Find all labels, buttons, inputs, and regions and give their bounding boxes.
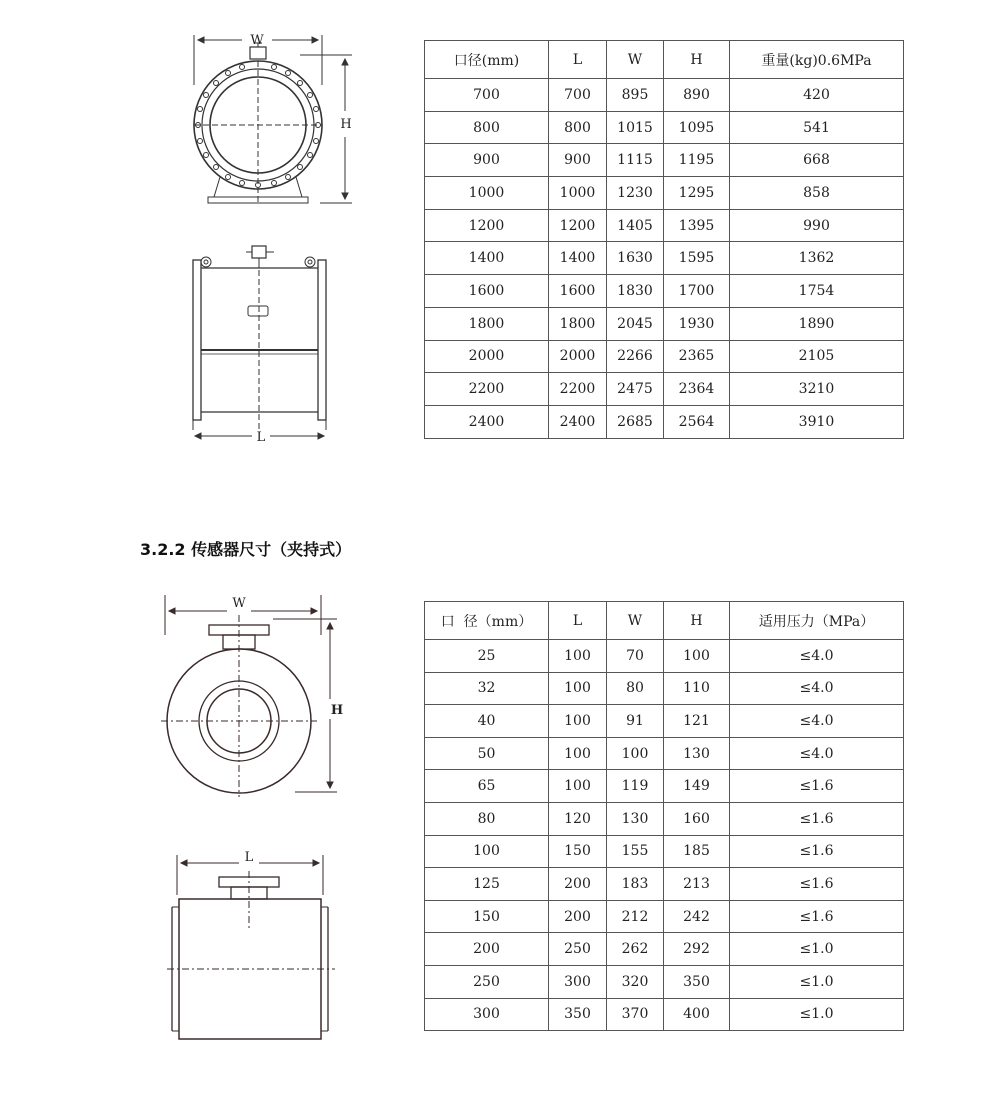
table-cell: 300 [425, 998, 549, 1031]
header-cell: 口径(mm) [425, 41, 549, 79]
table-cell: 1600 [425, 275, 549, 308]
table-cell: 100 [549, 640, 607, 673]
table-row [425, 111, 904, 144]
table-cell: ≤4.0 [730, 640, 904, 673]
table-row [425, 177, 904, 210]
table-cell: 100 [549, 705, 607, 738]
table-cell: ≤1.0 [730, 998, 904, 1031]
header-cell: L [549, 602, 607, 640]
table-cell: 2045 [607, 307, 664, 340]
table-cell: 130 [664, 737, 730, 770]
table-cell: ≤1.0 [730, 965, 904, 998]
table-cell: 420 [730, 79, 904, 112]
table-cell: 212 [607, 900, 664, 933]
table-row [425, 705, 904, 738]
table-cell: 668 [730, 144, 904, 177]
table-row [425, 144, 904, 177]
table-cell: 1115 [607, 144, 664, 177]
table-cell: 370 [607, 998, 664, 1031]
table-cell: 200 [549, 868, 607, 901]
header-cell: H [664, 41, 730, 79]
table-cell: 150 [549, 835, 607, 868]
table-row [425, 275, 904, 308]
table-cell: 50 [425, 737, 549, 770]
table-cell: 1400 [549, 242, 607, 275]
table-row [425, 965, 904, 998]
table-cell: 1830 [607, 275, 664, 308]
table-cell: 1800 [549, 307, 607, 340]
table-row [425, 79, 904, 112]
table-cell: 2400 [425, 405, 549, 438]
table-cell: 3210 [730, 373, 904, 406]
table-cell: 1400 [425, 242, 549, 275]
table-cell: 320 [607, 965, 664, 998]
table-cell: 2000 [425, 340, 549, 373]
table-row [425, 737, 904, 770]
table-cell: 155 [607, 835, 664, 868]
table-cell: 858 [730, 177, 904, 210]
table-cell: 350 [549, 998, 607, 1031]
table-cell: 3910 [730, 405, 904, 438]
table-cell: 40 [425, 705, 549, 738]
table-cell: 80 [607, 672, 664, 705]
table-cell: 200 [425, 933, 549, 966]
table-cell: 2000 [549, 340, 607, 373]
header-cell: W [607, 41, 664, 79]
table-row [425, 640, 904, 673]
width-dimension-label: W [232, 596, 246, 611]
table-cell: ≤1.6 [730, 835, 904, 868]
header-cell: H [664, 602, 730, 640]
flanged-dimension-table [424, 40, 904, 439]
table-cell: 25 [425, 640, 549, 673]
header-cell: L [549, 41, 607, 79]
table-cell: 1230 [607, 177, 664, 210]
table-cell: 700 [425, 79, 549, 112]
table-cell: 1800 [425, 307, 549, 340]
table-cell: 1295 [664, 177, 730, 210]
table-cell: 2200 [425, 373, 549, 406]
table-cell: 1600 [549, 275, 607, 308]
table-cell: 890 [664, 79, 730, 112]
table-cell: 32 [425, 672, 549, 705]
table-cell: 100 [549, 672, 607, 705]
table-cell: 1890 [730, 307, 904, 340]
table-cell: 1015 [607, 111, 664, 144]
table-cell: 1362 [730, 242, 904, 275]
table-cell: 800 [425, 111, 549, 144]
table-cell: 2105 [730, 340, 904, 373]
table-cell: 1405 [607, 209, 664, 242]
table-row [425, 242, 904, 275]
table-cell: 121 [664, 705, 730, 738]
table-cell: 150 [425, 900, 549, 933]
flanged-front-view-drawing [180, 25, 370, 215]
table-cell: 2200 [549, 373, 607, 406]
width-dimension-label: W [250, 33, 264, 48]
table-cell: 149 [664, 770, 730, 803]
table-cell: 1754 [730, 275, 904, 308]
table-cell: 900 [549, 144, 607, 177]
table-cell: 800 [549, 111, 607, 144]
table-row [425, 373, 904, 406]
table-cell: 2400 [549, 405, 607, 438]
table-cell: ≤1.6 [730, 770, 904, 803]
table-cell: 1700 [664, 275, 730, 308]
table-cell: 91 [607, 705, 664, 738]
length-dimension-label: L [244, 850, 254, 865]
table-row [425, 307, 904, 340]
table-row [425, 672, 904, 705]
clamp-side-view-drawing [165, 845, 340, 1045]
table-cell: 400 [664, 998, 730, 1031]
table-cell: 1195 [664, 144, 730, 177]
table-header-row [425, 41, 904, 79]
table-cell: 900 [425, 144, 549, 177]
table-row [425, 405, 904, 438]
header-cell: W [607, 602, 664, 640]
table-row [425, 209, 904, 242]
table-cell: 1595 [664, 242, 730, 275]
table-cell: 213 [664, 868, 730, 901]
table-row [425, 770, 904, 803]
table-cell: 2475 [607, 373, 664, 406]
clamp-front-view-drawing [155, 595, 355, 805]
table-cell: ≤4.0 [730, 672, 904, 705]
table-cell: 895 [607, 79, 664, 112]
height-dimension-label: H [340, 117, 352, 132]
height-dimension-label: H [330, 703, 344, 718]
table-row [425, 998, 904, 1031]
table-cell: 110 [664, 672, 730, 705]
table-cell: ≤1.6 [730, 900, 904, 933]
table-cell: 300 [549, 965, 607, 998]
table-cell: 125 [425, 868, 549, 901]
table-cell: 2364 [664, 373, 730, 406]
table-cell: 292 [664, 933, 730, 966]
table-cell: 100 [549, 737, 607, 770]
table-cell: ≤4.0 [730, 737, 904, 770]
table-cell: 350 [664, 965, 730, 998]
table-cell: 2365 [664, 340, 730, 373]
table-cell: 65 [425, 770, 549, 803]
flanged-side-view-drawing [180, 240, 340, 450]
table-cell: 1200 [425, 209, 549, 242]
table-cell: 541 [730, 111, 904, 144]
table-cell: 185 [664, 835, 730, 868]
table-cell: 250 [549, 933, 607, 966]
table-cell: 130 [607, 802, 664, 835]
header-cell: 适用压力（MPa） [730, 602, 904, 640]
table-cell: 1930 [664, 307, 730, 340]
table-cell: 100 [425, 835, 549, 868]
table-cell: 1000 [549, 177, 607, 210]
table-cell: 1395 [664, 209, 730, 242]
table-cell: 160 [664, 802, 730, 835]
table-cell: 70 [607, 640, 664, 673]
table-cell: 1095 [664, 111, 730, 144]
table-cell: 242 [664, 900, 730, 933]
table-cell: 990 [730, 209, 904, 242]
table-cell: ≤4.0 [730, 705, 904, 738]
table-row [425, 868, 904, 901]
header-cell: 口 径（mm） [425, 602, 549, 640]
table-cell: 120 [549, 802, 607, 835]
table-cell: 2266 [607, 340, 664, 373]
table-cell: 1200 [549, 209, 607, 242]
table-cell: 100 [607, 737, 664, 770]
table-cell: 2564 [664, 405, 730, 438]
table-cell: 700 [549, 79, 607, 112]
table-row [425, 900, 904, 933]
clamp-dimension-table [424, 601, 904, 1031]
table-row [425, 933, 904, 966]
table-row [425, 802, 904, 835]
length-dimension-label: L [256, 430, 266, 445]
table-cell: ≤1.0 [730, 933, 904, 966]
table-cell: 262 [607, 933, 664, 966]
table-cell: 119 [607, 770, 664, 803]
section-heading: 3.2.2 传感器尺寸（夹持式） [140, 540, 352, 559]
table-cell: 100 [549, 770, 607, 803]
table-header-row [425, 602, 904, 640]
table-cell: 250 [425, 965, 549, 998]
table-row [425, 835, 904, 868]
table-cell: 100 [664, 640, 730, 673]
table-cell: ≤1.6 [730, 868, 904, 901]
table-cell: 1630 [607, 242, 664, 275]
table-cell: 80 [425, 802, 549, 835]
table-cell: 183 [607, 868, 664, 901]
header-cell: 重量(kg)0.6MPa [730, 41, 904, 79]
table-row [425, 340, 904, 373]
table-cell: 2685 [607, 405, 664, 438]
table-cell: ≤1.6 [730, 802, 904, 835]
table-cell: 200 [549, 900, 607, 933]
table-cell: 1000 [425, 177, 549, 210]
